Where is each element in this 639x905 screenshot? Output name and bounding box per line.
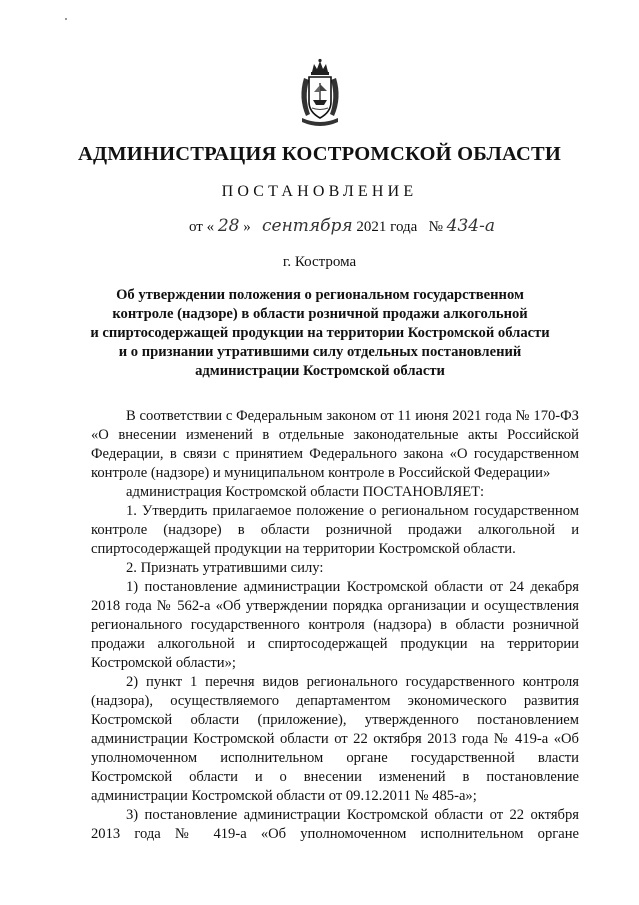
city: г. Кострома: [282, 254, 357, 270]
organization-title: АДМИНИСТРАЦИЯ КОСТРОМСКОЙ ОБЛАСТИ: [77, 143, 562, 165]
subject-line: Об утверждении положения о региональном государственном: [116, 287, 524, 303]
date-month-handwritten: сентября: [262, 216, 353, 236]
subject-line: контроле (надзоре) в области розничной продажи алкогольной: [112, 306, 528, 322]
body-paragraph: администрация Костромской области ПОСТАНОВЛЯЕТ:: [126, 484, 485, 500]
date-year: 2021 года: [356, 219, 418, 235]
document-type: ПОСТАНОВЛЕНИЕ: [221, 183, 418, 200]
date-mid: »: [243, 219, 251, 235]
body-paragraph: 2) пункт 1 перечня видов регионального государственного контроля (надзора), осуществляемого департаментом экономического развития Костромской области (приложение), утвержденного постановлением администрации Костромской области от 22 октября 2013 года № 419-а «Об уполномоченном исполнительном органе государственной власти Костромской области и о внесении изменений в постановление администрации Костромской области от 09.12.2011 № 485-а»;: [91, 674, 579, 804]
scan-speck: [65, 18, 67, 20]
body-paragraph: 2. Признать утратившими силу:: [126, 560, 324, 576]
date-prefix: от «: [189, 219, 215, 235]
date-day-handwritten: 28: [217, 216, 240, 236]
body-paragraph: В соответствии с Федеральным законом от 11 июня 2021 года № 170-ФЗ «О внесении изменений в отдельные законодательные акты Российской Федерации, в связи с принятием Федерального закона «О государственном контроле (надзоре) и муниципальном контроле в Российской Федерации»: [91, 408, 579, 481]
document-subject: [80, 286, 560, 381]
body-paragraph: 1. Утвердить прилагаемое положение о региональном государственном контроле (надзоре) в области розничной продажи алкогольной и спиртосодержащей продукции на территории Костромской области.: [91, 503, 579, 557]
body-paragraph: 1) постановление администрации Костромской области от 24 декабря 2018 года № 562-а «Об утверждении порядка организации и осуществления регионального государственного контроля (надзора) в области розничной продажи алкогольной и спиртосодержащей продукции на территории Костромской области»;: [91, 579, 579, 671]
date-number-line: [189, 216, 495, 236]
subject-line: и спиртосодержащей продукции на территории Костромской области: [90, 325, 550, 341]
document-number-handwritten: 434-а: [446, 216, 495, 236]
coat-of-arms-icon: [294, 58, 346, 128]
subject-line: и о признании утратившими силу отдельных постановлений: [118, 344, 522, 360]
subject-line: администрации Костромской области: [195, 363, 445, 379]
body-paragraph: 3) постановление администрации Костромской области от 22 октября 2013 года № 419-а «Об уполномоченном исполнительном органе: [91, 807, 579, 842]
document-body: [91, 407, 579, 844]
number-prefix: №: [428, 219, 443, 235]
